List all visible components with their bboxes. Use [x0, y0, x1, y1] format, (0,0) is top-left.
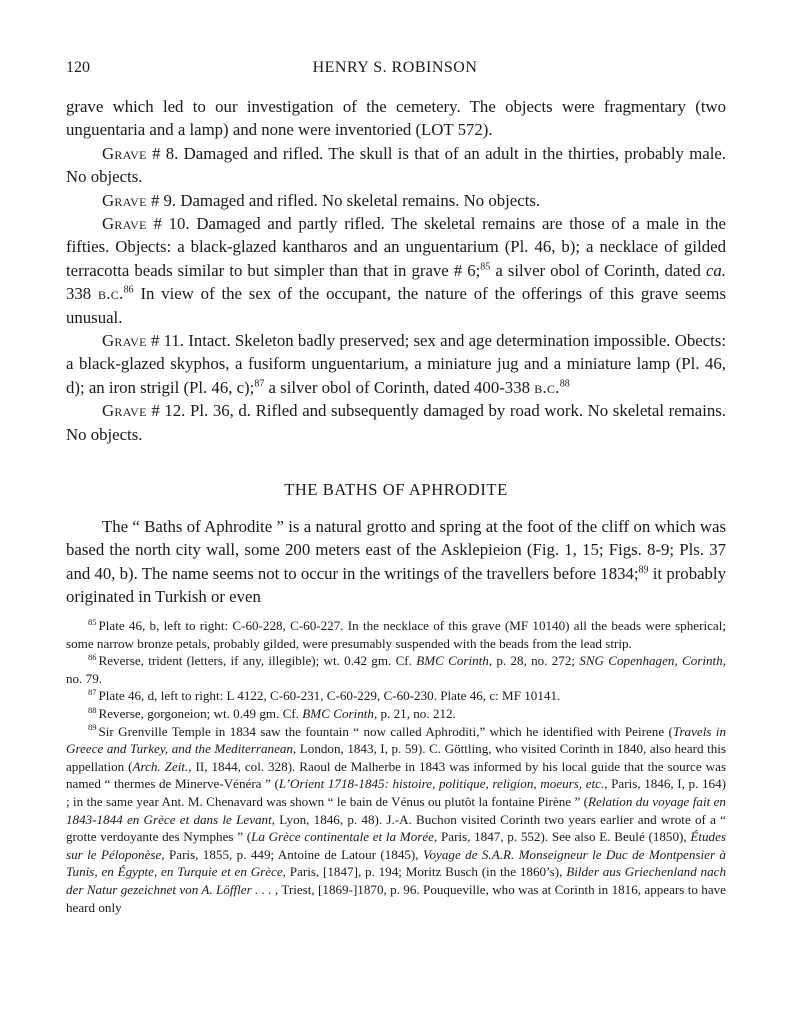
circa-abbrev: ca.: [705, 260, 726, 280]
footnote-text: Triest, [1869-]1870, p. 96. Pouqueville, who was at Corinth in 1816, appears to have heard only: [66, 881, 726, 915]
citation-title: La Grèce continentale et la Morée,: [251, 829, 438, 845]
footnote-text: Sir Grenville Temple in 1834 saw the fountain “ now called Aphroditi,” which he identified with Peirene (: [98, 723, 673, 739]
footnote-text: Paris, [1847], p. 194; Moritz Busch (in the 1860’s),: [289, 864, 563, 880]
paragraph-intro: grave which led to our investigation of the cemetery. The objects were fragmentary (two unguentaria and a lamp) and none were inventoried (LOT 572).: [66, 97, 726, 140]
footnote-text: no. 79.: [66, 670, 103, 686]
page-number: 120: [66, 59, 90, 76]
era-abbrev: b.c.: [534, 377, 560, 397]
grave-12-entry: [66, 399, 726, 446]
footnote-text: Plate 46, b, left to right: C-60-228, C-60-227. In the necklace of this grave (MF 10140) all the beads were spherical; some narrow bronze petals, probably gilded, were presumably suspended with the beads from the lead strip.: [66, 618, 726, 651]
grave-description-cont: In view of the sex of the occupant, the nature of the offerings of this grave seems unusual.: [66, 284, 726, 327]
footnote-85: [66, 617, 726, 652]
grave-label: Grave: [102, 401, 147, 421]
footnote-number: 89: [88, 722, 97, 733]
date-value: 338: [66, 284, 92, 304]
footnote-ref[interactable]: 85: [480, 261, 491, 273]
grave-number: # 12.: [151, 401, 186, 421]
footnote-number: 88: [88, 704, 97, 715]
grave-description: Damaged and rifled. The skull is that of an adult in the thirties, probably male. No objects.: [66, 143, 727, 187]
footnotes: [66, 617, 726, 916]
footnote-text: Paris, 1855, p. 449; Antoine de Latour (1845),: [168, 846, 419, 862]
grave-description-cont: a silver obol of Corinth, dated 400-338: [268, 377, 530, 397]
footnote-text: p. 28, no. 272;: [496, 653, 576, 669]
citation-title: L’Orient 1718-1845: histoire, politique, religion, moeurs, etc.,: [278, 776, 608, 792]
section-paragraph: [66, 515, 726, 609]
grave-label: Grave: [102, 214, 147, 234]
grave-description-cont: a silver obol of Corinth, dated: [495, 260, 701, 280]
era-abbrev: b.c.: [98, 284, 124, 304]
grave-number: # 9.: [150, 190, 177, 210]
footnote-number: 87: [88, 687, 97, 698]
grave-description: Damaged and partly rifled. The skeletal remains are those of a male in the fifties. Objects: a black-glazed kantharos and an unguentarium (Pl. 46, b); a necklace of gilded terracotta beads similar to but simpler than that in grave # 6;: [66, 214, 726, 280]
footnote-number: 86: [88, 651, 97, 662]
page-header: [66, 59, 724, 81]
grave-number: # 10.: [153, 214, 190, 234]
grave-label: Grave: [102, 331, 147, 351]
grave-number: # 8.: [152, 143, 179, 163]
footnote-87: [66, 687, 726, 705]
citation-title: Bilder aus Griechenland nach der Natur gezeichnet von A. Löffler . . . ,: [66, 864, 726, 897]
footnote-text: Paris, 1847, p. 552). See also E. Beulé (1850),: [440, 829, 687, 845]
footnote-89: [66, 723, 726, 917]
footnote-86: [66, 652, 726, 687]
grave-description: Damaged and rifled. No skeletal remains. No objects.: [180, 190, 541, 210]
citation-title: Études sur le Péloponèse,: [66, 829, 727, 862]
citation-title: SNG Copenhagen, Corinth,: [579, 653, 727, 669]
footnote-number: 85: [88, 616, 97, 627]
section-text: [66, 515, 726, 609]
running-head: HENRY S. ROBINSON: [312, 59, 478, 76]
grave-8-entry: [66, 142, 726, 189]
grave-description: Pl. 36, d. Rifled and subsequently damaged by road work. No skeletal remains. No objects.: [66, 401, 726, 444]
footnote-88: [66, 705, 726, 723]
citation-title: BMC Corinth,: [416, 653, 493, 669]
footnote-text: p. 21, no. 212.: [380, 705, 456, 721]
body-text: [66, 95, 726, 446]
grave-10-entry: [66, 212, 726, 329]
footnote-text: London, 1843, I, p. 59). C. Göttling, who visited Corinth in 1840, also heard this appellation (: [66, 741, 726, 774]
footnote-text: Plate 46, d, left to right: L 4122, C-60-231, C-60-229, C-60-230. Plate 46, c: MF 10141.: [98, 688, 561, 704]
section-heading: THE BATHS OF APHRODITE: [284, 480, 508, 499]
citation-title: Voyage de S.A.R. Monseigneur le Duc de Montpensier à Tunis, en Égypte, en Turquie et en Grèce,: [66, 846, 726, 880]
footnote-text: Reverse, trident (letters, if any, illegible); wt. 0.42 gm. Cf.: [98, 653, 412, 669]
grave-description: Intact. Skeleton badly preserved; sex and age determination impossible. Obects: a black-glazed skyphos, a fusiform unguentarium, a miniature jug and a miniature lamp (Pl. 46, d); an iron strigil (Pl. 46, c);: [66, 331, 726, 397]
citation-title: Relation du voyage fait en 1843-1844 en Grèce et dans le Levant,: [66, 793, 726, 827]
footnote-text: Lyon, 1846, p. 48). J.-A. Buchon visited Corinth two years earlier and wrote of a “ grotte verdoyante des Nymphes ” (: [66, 811, 726, 845]
footnote-text: II, 1844, col. 328). Raoul de Malherbe in 1843 was informed by his local guide that the source was named “ thermes de Minerve-Vénéra ” (: [66, 758, 726, 792]
grave-9-entry: [66, 189, 726, 212]
grave-label: Grave: [102, 190, 147, 210]
citation-title: BMC Corinth,: [302, 705, 378, 721]
footnote-ref[interactable]: 89: [638, 564, 649, 576]
footnote-text: Paris, 1846, I, p. 164) ; in the same year Ant. M. Chenavard was shown “ le bain de Vénus ou plutôt la fontaine Pirène ” (: [66, 776, 726, 809]
grave-11-entry: [66, 329, 726, 399]
grave-label: Grave: [102, 143, 147, 163]
section-paragraph-text-cont: it probably originated in Turkish or even: [66, 563, 726, 607]
footnote-text: Reverse, gorgoneion; wt. 0.49 gm. Cf.: [98, 705, 300, 721]
footnote-ref[interactable]: 86: [123, 284, 134, 296]
footnote-ref[interactable]: 88: [559, 378, 570, 390]
grave-number: # 11.: [151, 331, 184, 351]
citation-title: Arch. Zeit.,: [132, 758, 192, 774]
footnote-ref[interactable]: 87: [254, 378, 265, 390]
citation-title: Travels in Greece and Turkey, and the Mediterranean,: [66, 723, 726, 757]
section-paragraph-text: The “ Baths of Aphrodite ” is a natural grotto and spring at the foot of the cliff on which was based the north city wall, some 200 meters east of the Asklepieion (Fig. 1, 15; Figs. 8-9; Pls. 37 and 40, b). The name seems not to occur in the writings of the travellers before 1834;: [66, 517, 726, 583]
